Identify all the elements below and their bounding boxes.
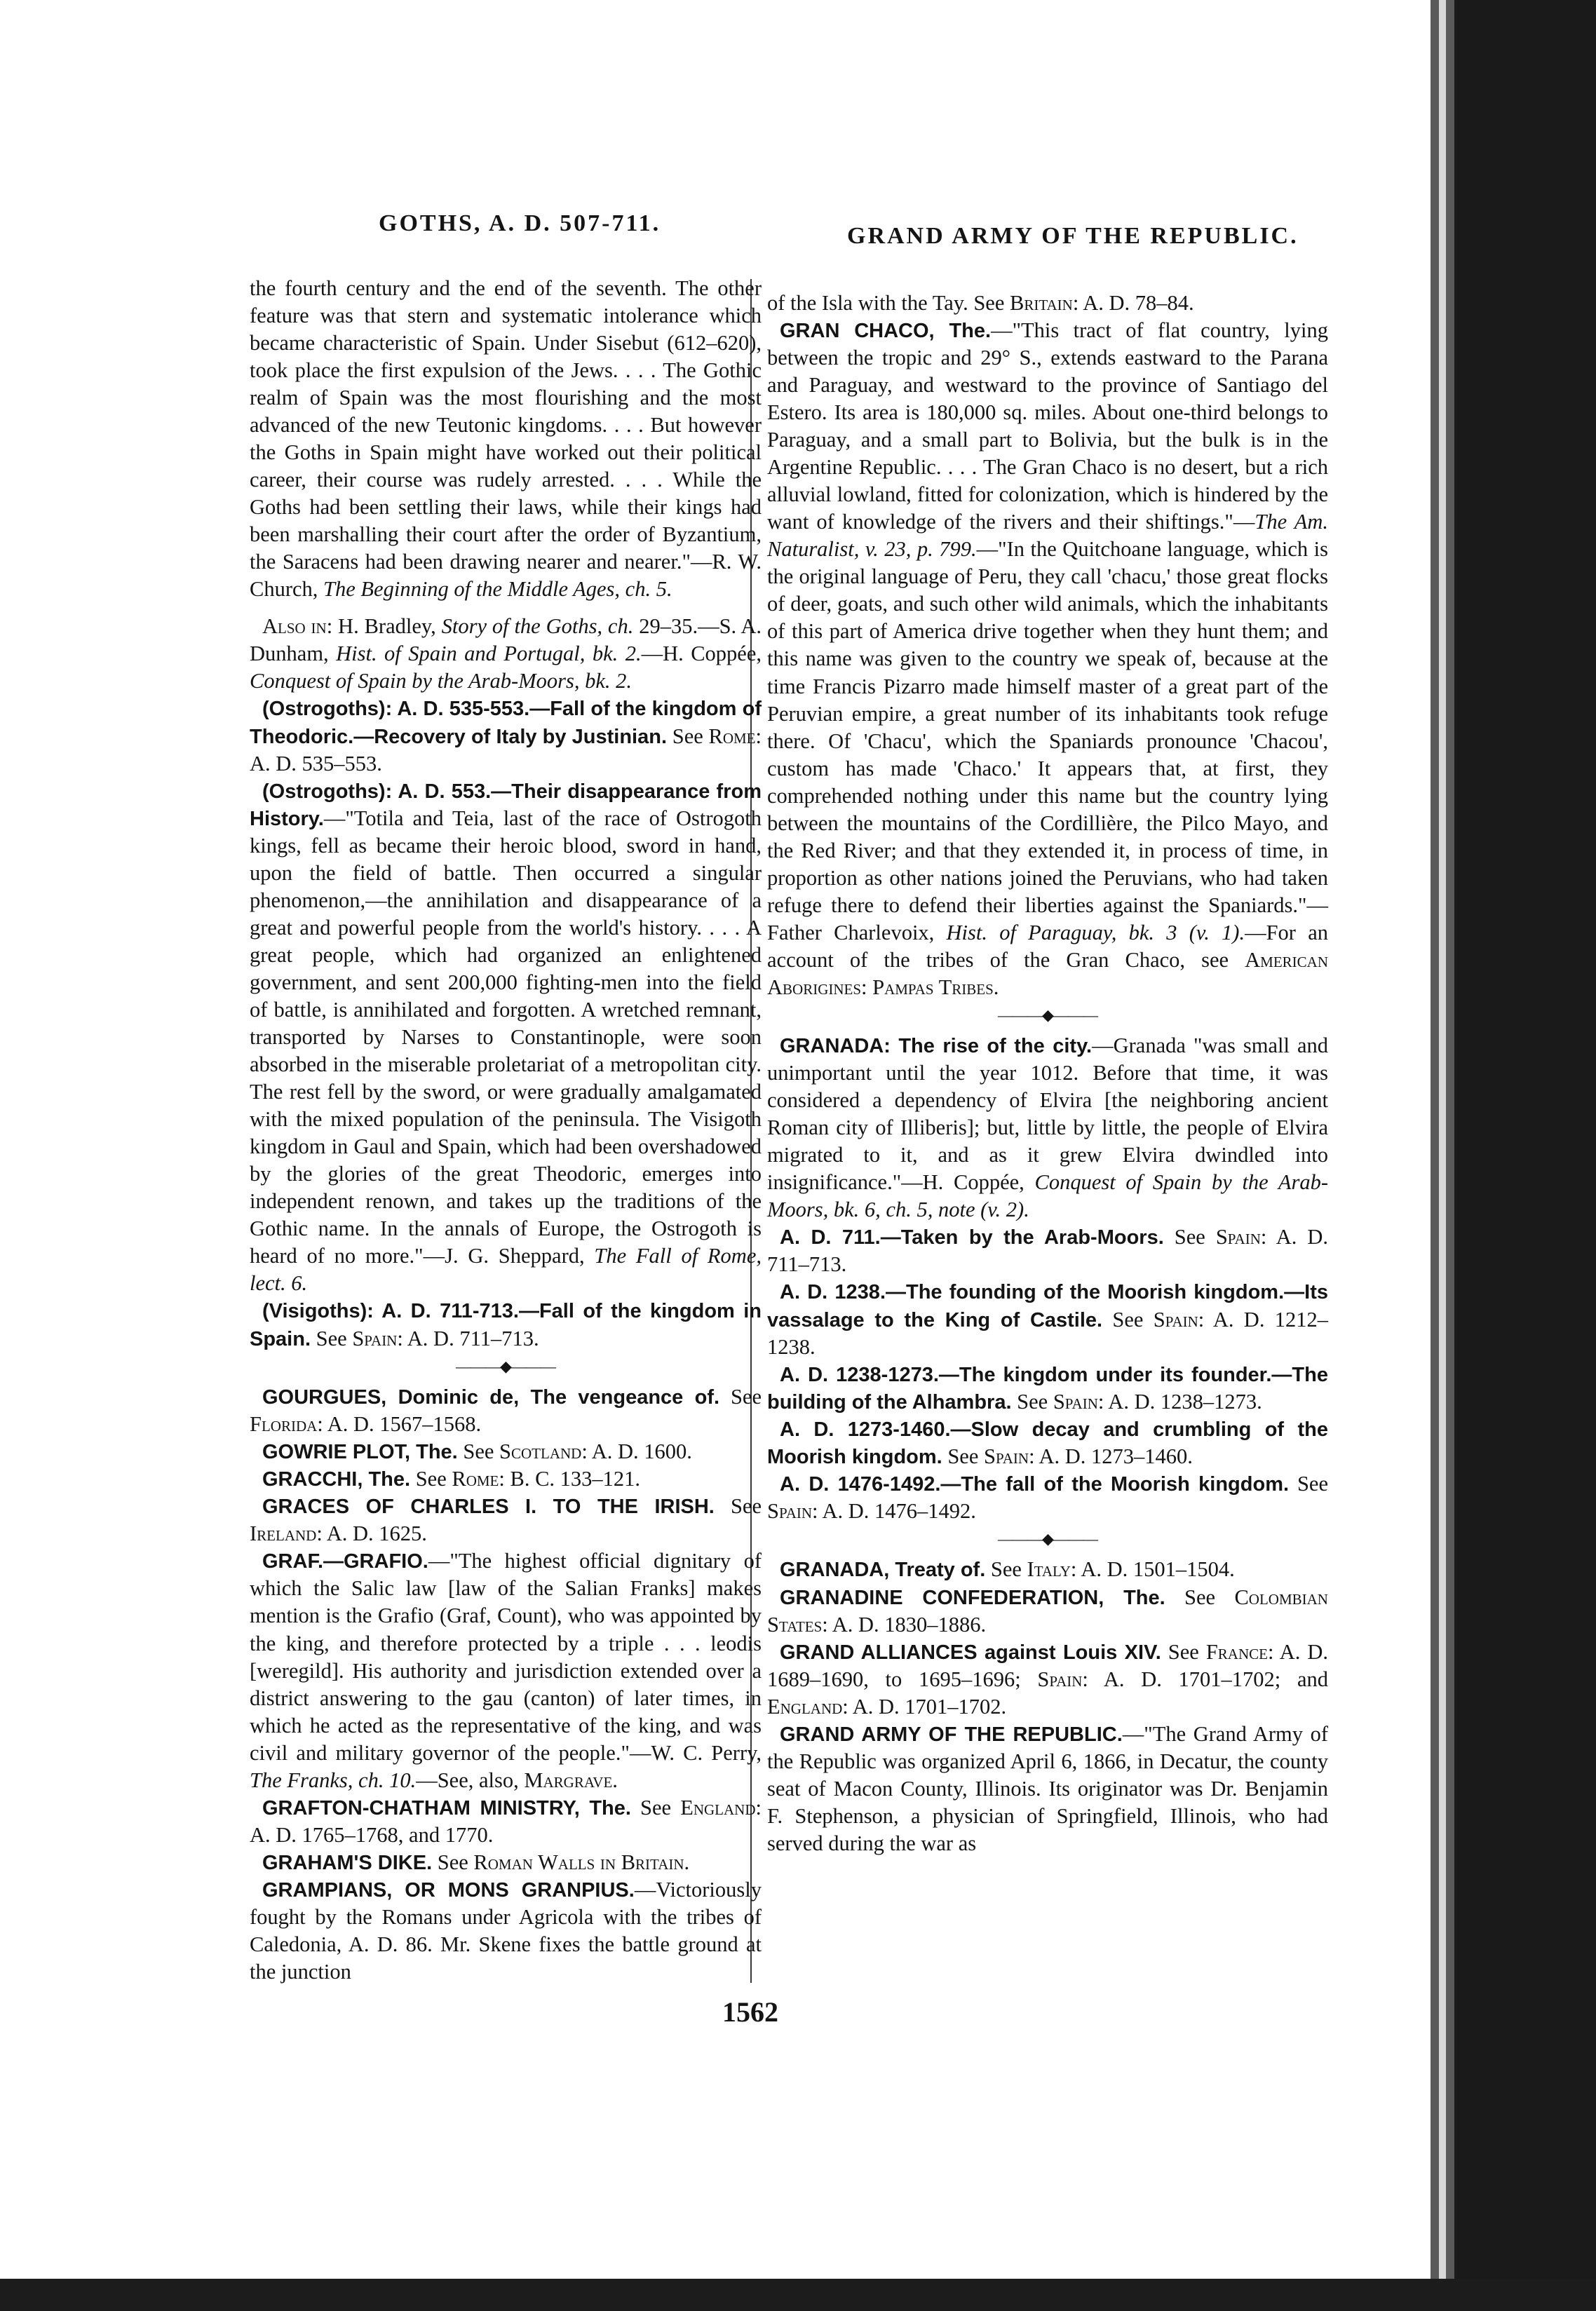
entry-gran-chaco — [767, 317, 1328, 1001]
running-header-left: GOTHS, A. D. 507-711. — [379, 210, 661, 236]
body-text: —Victoriously fought by the Romans under Agricola with the tribes of Caledonia, A. D. 86. Mr. Skene fixes the battle ground at the junction — [250, 1877, 762, 1984]
entry-heading: A. D. 1238.—The founding of the Moorish kingdom.—Its vassalage to the King of Castile. — [767, 1281, 1328, 1331]
entry-heading: GRACES OF CHARLES I. TO THE IRISH. — [262, 1496, 715, 1519]
section-ornament: ———◆——— — [998, 1530, 1097, 1548]
continued-paragraph — [250, 275, 762, 603]
see-text: See — [1161, 1639, 1206, 1664]
body-text: —"Totila and Teia, last of the race of Ostrogoth kings, fell as became their heroic blood, sword in hand, upon the field of battle. Then occurred a singular phenomenon,—the annihilation and disappearance of a great and powerful people from the world's history. . . . A great people, which had organized an enlightened government, and sent 200,000 fighting-men into the field of battle, is annihilated and forgotten. A wretched remnant, transported by Narses to Constantinople, were soon absorbed in the miserable proletariat of a metropolitan city. The rest fell by the sword, or were gradually amalgamated with the mixed population of the peninsula. The Visigoth kingdom in Gaul and Spain, which had been overshadowed by the glories of the great Theodoric, emerges into independent renown, and takes up the traditions of the Gothic name. In the annals of Europe, the Ostrogoth is heard of no more."—J. G. Sheppard, — [250, 806, 762, 1268]
entry-grand-army-of-the-republic — [767, 1721, 1328, 1857]
cross-reference-date: : A. D. 711–713. — [397, 1326, 539, 1350]
cross-reference-date: : A. D. 1212–1238. — [767, 1307, 1328, 1359]
cross-reference-date: : A. D. 78–84. — [1072, 291, 1194, 315]
entry-heading: GRANADA: The rise of the city. — [780, 1035, 1093, 1058]
cross-reference-date: : A. D. 1701–1702. — [842, 1694, 1007, 1719]
see-text: See — [719, 1384, 762, 1409]
entry-heading: A. D. 711.—Taken by the Arab-Moors. — [780, 1226, 1164, 1249]
see-text: See — [1102, 1307, 1154, 1331]
entry-heading: (Ostrogoths): A. D. 553.—Their disappearance from History. — [250, 780, 762, 830]
cross-reference: Spain — [1215, 1225, 1261, 1249]
page-edge-shadow — [1431, 0, 1596, 2311]
body-text: —"The highest official dignitary of which the Salic law [law of the Salian Franks] makes mention is the Grafio (Graf, Count), who was appointed by the king, and therefore protected by a triple . . . leodis [weregild]. His authority and jurisdiction extended over a district answering to the gau (canton) of later times, in which he acted as the representative of the king, and was civil and military governor of the people."—W. C. Perry, — [250, 1549, 762, 1765]
cross-reference: Scotland — [499, 1439, 582, 1463]
entry-heading: (Visigoths): A. D. 711-713.—Fall of the kingdom in Spain. — [250, 1300, 762, 1350]
cross-reference: Rome — [708, 724, 756, 748]
body-text: —"This tract of flat country, lying between the tropic and 29° S., extends eastward to the Parana and Paraguay, and westward to the province of Santiago del Estero. Its area is 180,000 sq. miles. About one-third belongs to Paraguay, and a small part to Bolivia, but the bulk is in the Argentine Republic. . . . The Gran Chaco is no desert, but a rich alluvial lowland, fitted for colonization, which is hindered by the want of knowledge of the rivers and their shiftings."— — [767, 318, 1328, 534]
cross-reference-date: : A. D. 1701–1702; and — [1082, 1667, 1328, 1691]
see-text: See — [1165, 1585, 1235, 1609]
cross-reference: Spain — [984, 1444, 1029, 1469]
see-text: See — [432, 1850, 474, 1874]
entry-granadine-confederation — [767, 1584, 1328, 1639]
body-text: H. Bradley, — [332, 614, 442, 639]
binding-gap — [1439, 0, 1446, 2311]
entry-heading: GRANADINE CONFEDERATION, The. — [780, 1586, 1165, 1609]
cross-reference-date: : A. D. 1600. — [581, 1439, 692, 1463]
cross-reference-date: : A. D. 1567–1568. — [317, 1411, 482, 1436]
cross-reference: Spain — [352, 1326, 398, 1350]
entry-heading: GRAMPIANS, OR MONS GRANPIUS. — [262, 1878, 635, 1902]
citation-title: Story of the Goths, ch. — [441, 614, 634, 639]
body-text: —For an account of the tribes of the Gran Chaco, see — [767, 920, 1328, 972]
cross-reference-date: : A. D. 1273–1460. — [1029, 1444, 1193, 1469]
entry-gourgues — [250, 1383, 762, 1438]
left-column — [250, 275, 762, 1986]
cross-reference-date: : B. C. 133–121. — [499, 1467, 641, 1491]
cross-reference: Spain — [767, 1499, 813, 1524]
entry-heading: GRAN CHACO, The. — [780, 320, 992, 343]
entry-ostrogoths-535 — [250, 695, 762, 777]
see-text: See — [942, 1444, 985, 1469]
cross-reference-date: : A. D. 1501–1504. — [1070, 1557, 1235, 1582]
also-in-paragraph — [250, 613, 762, 695]
body-text: the fourth century and the end of the seventh. The other feature was that stern and systematic intolerance which became characteristic of Spain. Under Sisebut (612–620), took place the first expulsion of the Jews. . . . The Gothic realm of Spain was the most flourishing and the most advanced of the new Teutonic kingdoms. . . . But however the Goths in Spain might have worked out their political career, their course was rudely arrested. . . . While the Goths had been settling their laws, while their kings had been marshalling their court after the order of Byzantium, the Saracens had been drawing nearer and nearer."—R. W. Church, — [250, 276, 762, 602]
entry-granada-rise — [767, 1032, 1328, 1224]
see-text: See — [410, 1467, 452, 1491]
see-text: See — [985, 1557, 1027, 1582]
cross-reference-date: : A. D. 535–553. — [250, 724, 762, 775]
entry-heading: GRAND ARMY OF THE REPUBLIC. — [780, 1723, 1123, 1746]
body-text: . — [684, 1850, 690, 1874]
cross-reference-date: : A. D. 1625. — [316, 1522, 427, 1546]
cross-reference: Spain — [1037, 1667, 1083, 1691]
body-text: . — [612, 1768, 618, 1792]
body-text: of the Isla with the Tay. See — [767, 291, 1010, 315]
also-in-label: Also in: — [262, 614, 333, 639]
entry-heading: A. D. 1238-1273.—The kingdom under its founder.—The building of the Alhambra. — [767, 1363, 1328, 1414]
body-text: 29–35.—S. A. Dunham, — [250, 614, 762, 666]
see-text: See — [311, 1326, 353, 1350]
running-header-right: GRAND ARMY OF THE REPUBLIC. — [847, 223, 1299, 249]
cross-reference: Florida — [250, 1411, 318, 1436]
body-text: —Granada "was small and unimportant until the year 1012. Before that time, it was considered a dependency of Elvira [the neighboring ancient Roman city of Illiberis]; but, little by little, the people of Elvira migrated to it, and as it grew Elvira dwindled into insignificance."—H. Coppée, — [767, 1033, 1329, 1195]
cross-reference: Britain — [1009, 291, 1073, 315]
cross-reference: Roman Walls in Britain — [473, 1850, 684, 1874]
entry-heading: A. D. 1476-1492.—The fall of the Moorish kingdom. — [780, 1473, 1290, 1496]
cross-reference: Spain — [1053, 1389, 1098, 1414]
see-text: See — [1163, 1225, 1216, 1249]
entry-gowrie-plot — [250, 1438, 762, 1465]
entry-grampians — [250, 1876, 762, 1986]
body-text: . — [993, 975, 999, 999]
cross-reference: Colombian States — [767, 1585, 1328, 1636]
cross-reference: American Aborigines: Pampas Tribes — [767, 947, 1328, 999]
entry-heading: A. D. 1273-1460.—Slow decay and crumbling of the Moorish kingdom. — [767, 1418, 1328, 1469]
cross-reference-date: : A. D. 1830–1886. — [822, 1612, 987, 1636]
entry-grafton-chatham — [250, 1794, 762, 1849]
entry-granada-1476-1492 — [767, 1470, 1328, 1525]
entry-grand-alliances — [767, 1639, 1328, 1721]
citation-title: Conquest of Spain by the Arab-Moors, bk. 6, ch. 5, note (v. 2). — [767, 1170, 1329, 1222]
entry-heading: GOWRIE PLOT, The. — [262, 1440, 458, 1463]
body-text: —H. Coppée, — [641, 642, 762, 666]
citation-title: The Fall of Rome, lect. 6. — [250, 1244, 762, 1296]
cross-reference-date: : A. D. 1476–1492. — [812, 1499, 976, 1524]
see-text: See — [1011, 1389, 1053, 1414]
cross-reference: England — [680, 1795, 756, 1819]
cross-reference: Italy — [1027, 1557, 1071, 1582]
entry-granada-1238 — [767, 1278, 1328, 1360]
citation-title: The Beginning of the Middle Ages, ch. 5. — [323, 577, 672, 602]
entry-granada-treaty — [767, 1556, 1328, 1583]
citation-title: Hist. of Spain and Portugal, bk. 2. — [336, 642, 642, 666]
cross-reference: Ireland — [250, 1522, 317, 1546]
cross-reference: France — [1205, 1639, 1268, 1664]
cross-reference-date: : A. D. 711–713. — [767, 1225, 1329, 1277]
entry-heading: GOURGUES, Dominic de, The vengeance of. — [262, 1385, 720, 1409]
entry-heading: GRAHAM'S DIKE. — [262, 1851, 433, 1874]
entry-ostrogoths-553 — [250, 778, 762, 1298]
see-text: See — [630, 1795, 681, 1819]
cross-reference: Rome — [452, 1467, 499, 1491]
entry-heading: GRAFTON-CHATHAM MINISTRY, The. — [262, 1796, 631, 1819]
citation-title: The Franks, ch. 10. — [250, 1768, 417, 1792]
cross-reference: Margrave — [524, 1768, 613, 1792]
entry-heading: (Ostrogoths): A. D. 535-553.—Fall of the kingdom of Theodoric.—Recovery of Italy by Justinian. — [250, 698, 762, 748]
entry-heading: GRAND ALLIANCES against Louis XIV. — [780, 1641, 1161, 1664]
entry-heading: GRAF.—GRAFIO. — [262, 1550, 428, 1573]
scan-bottom-border — [0, 2279, 1596, 2311]
citation-title: Conquest of Spain by the Arab-Moors, bk. 2. — [250, 669, 633, 693]
cross-reference-date: : A. D. 1689–1690, to 1695–1696; — [767, 1639, 1329, 1691]
body-text: —"The Grand Army of the Republic was organized April 6, 1866, in Decatur, the county seat of Macon County, Illinois. Its originator was Dr. Benjamin F. Stephenson, a physician of Springfield, Illinois, who had served during the war as — [767, 1721, 1328, 1856]
section-ornament: ———◆——— — [998, 1005, 1097, 1024]
see-text: See — [667, 724, 709, 748]
entry-gracchi — [250, 1465, 762, 1493]
page-number: 1562 — [722, 1996, 778, 2028]
entry-grahams-dike — [250, 1849, 762, 1876]
cross-reference: England — [767, 1694, 843, 1719]
entry-graf-grafio — [250, 1547, 762, 1794]
see-text: See — [1289, 1472, 1328, 1496]
see-text: See — [714, 1494, 762, 1519]
entry-granada-1238-1273 — [767, 1361, 1328, 1416]
entry-granada-711 — [767, 1224, 1328, 1278]
body-text: —"In the Quitchoane language, which is the original language of Peru, they call 'chacu,' those great flocks of deer, goats, and such other wild animals, which the inhabitants of this part of America drive together when they hunt them; and this name was given to the country we speak of, because at the time Francis Pizarro made himself master of a great part of the Peruvian empire, a great number of its inhabitants took refuge there. Of 'Chacu', which the Spaniards pronounce 'Chacou', custom has made 'Chaco.' It appears that, at first, they comprehended nothing under this name but the country lying between the mountains of the Cordillière, the Pilco Mayo, and the Red River; and that they extended it, in process of time, in proportion as other nations joined the Peruvians, who had taken refuge there to defend their liberties against the Spaniards."—Father Charlevoix, — [767, 537, 1328, 944]
citation-title: The Am. Naturalist, v. 23, p. 799. — [767, 510, 1329, 562]
entry-visigoths-711 — [250, 1297, 762, 1352]
entry-heading: GRANADA, Treaty of. — [780, 1559, 986, 1582]
cross-reference-date: : A. D. 1765–1768, and 1770. — [250, 1795, 762, 1847]
continued-paragraph — [767, 290, 1328, 317]
entry-graces-of-charles — [250, 1493, 762, 1547]
entry-granada-1273-1460 — [767, 1416, 1328, 1470]
citation-title: Hist. of Paraguay, bk. 3 (v. 1). — [946, 920, 1245, 944]
right-column — [767, 290, 1328, 1857]
cross-reference-date: : A. D. 1238–1273. — [1097, 1389, 1262, 1414]
entry-heading: GRACCHI, The. — [262, 1468, 411, 1491]
section-ornament: ———◆——— — [456, 1357, 555, 1375]
cross-reference: Spain — [1153, 1307, 1198, 1331]
see-text: See — [457, 1439, 500, 1463]
see-text: —See, also, — [416, 1768, 525, 1792]
